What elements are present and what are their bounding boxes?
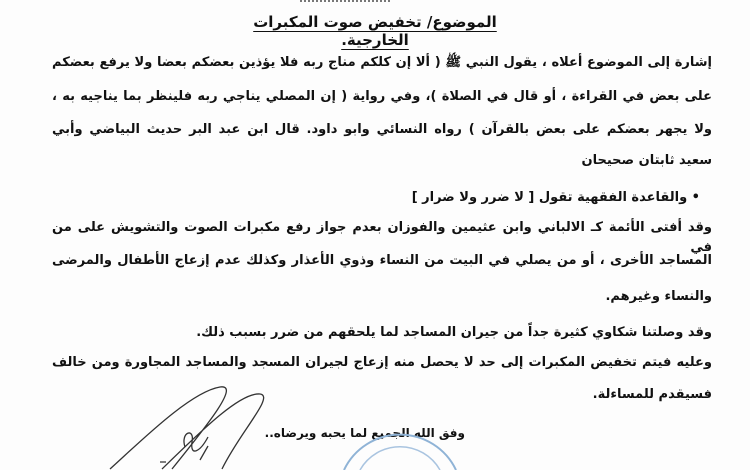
signature	[100, 382, 280, 470]
paragraph-line: المساجد الأخرى ، أو من يصلي في البيت من النساء وذوي الأعذار وكذلك عدم إزعاج الأطفال والمرضى	[52, 253, 712, 268]
paragraph-line: ولا يجهر بعضكم على بعض بالقرآن ) رواه النسائي وابو داود. قال ابن عبد البر حديث البياضي وأبي	[52, 122, 712, 137]
closing-line: وفق الله الجميع لما يحبه ويرضاه..	[264, 426, 465, 440]
bullet-item: • والقاعدة الفقهية تقول [ لا ضرر ولا ضرار ]	[411, 190, 700, 205]
paragraph-line: وعليه فيتم تخفيض المكبرات إلى حد لا يحصل منه إزعاج لجيران المسجد والمساجد المجاورة ومن خالف	[52, 355, 712, 370]
paragraph-line: وقد أفتى الأئمة كـ الالباني وابن عثيمين والفوزان بعدم جواز رفع مكبرات الصوت والتشويش على من في	[52, 220, 712, 255]
paragraph-line: وقد وصلتنا شكاوي كثيرة جداً من جيران المساجد لما يلحقهم من ضرر بسبب ذلك.	[196, 325, 712, 340]
paragraph-line: على بعض في القراءة ، أو قال في الصلاة )، وفي رواية ( إن المصلي يناجي ربه فلينظر بما يناجيه به ،	[52, 89, 712, 104]
paragraph-line: والنساء وغيرهم.	[605, 289, 712, 304]
bullet-text: والقاعدة الفقهية تقول [ لا ضرر ولا ضرار ]	[411, 190, 688, 205]
paragraph-line: فسيقدم للمساءلة.	[592, 387, 712, 402]
paragraph-line: سعيد ثابتان صحيحان	[581, 153, 712, 168]
paragraph-line: إشارة إلى الموضوع أعلاه ، يقول النبي ﷺ ( ألا إن كلكم مناج ربه فلا يؤذين بعضكم بعضا ولا يرفع بعضكم	[52, 55, 712, 70]
subject-heading: الموضوع/ تخفيض صوت المكبرات الخارجية.	[253, 13, 497, 49]
header-remnant	[300, 0, 390, 6]
official-stamp	[330, 432, 470, 470]
